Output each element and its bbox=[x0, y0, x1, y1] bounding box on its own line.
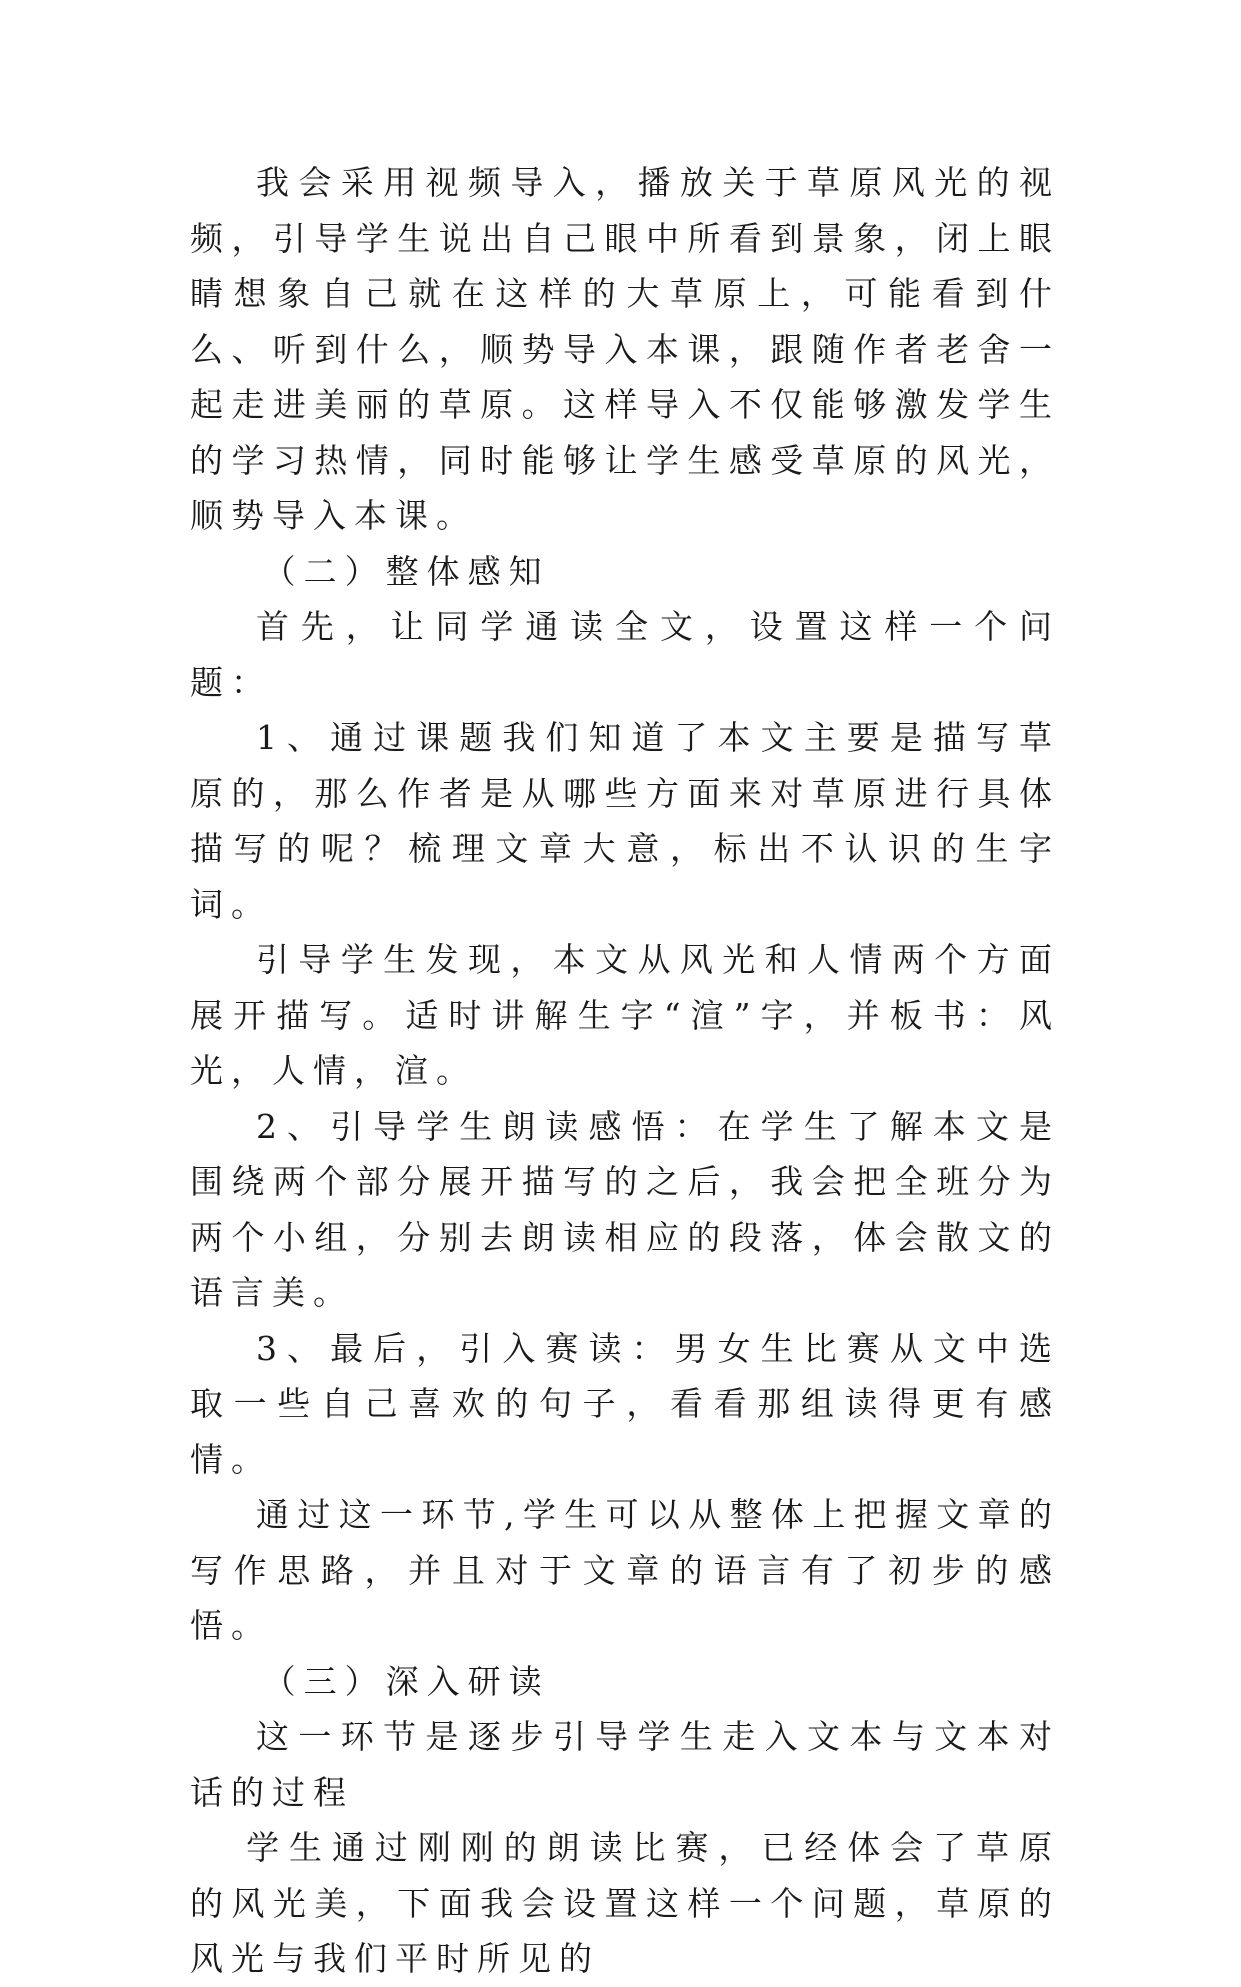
paragraph-question-1: 1、通过课题我们知道了本文主要是描写草原的，那么作者是从哪些方面来对草原进行具体描写的呢？梳理文章大意，标出不认识的生字词。 bbox=[190, 718, 1060, 924]
paragraph-first-read: 首先，让同学通读全文，设置这样一个问题： bbox=[190, 607, 1060, 702]
section-heading-overall-perception: （二）整体感知 bbox=[262, 551, 550, 591]
paragraph-contest-3: 3、最后，引入赛读：男女生比赛从文中选取一些自己喜欢的句子，看看那组读得更有感情。 bbox=[190, 1328, 1060, 1479]
body-text bbox=[190, 155, 1060, 1987]
section-heading-deep-reading: （三）深入研读 bbox=[262, 1661, 550, 1701]
paragraph-dialogue: 这一环节是逐步引导学生走入文本与文本对话的过程 bbox=[190, 1717, 1060, 1812]
paragraph-guide-discovery: 引导学生发现，本文从风光和人情两个方面展开描写。适时讲解生字“渲”字，并板书：风光，人情，渲。 bbox=[190, 940, 1060, 1090]
paragraph-video-intro: 我会采用视频导入，播放关于草原风光的视频，引导学生说出自己眼中所看到景象，闭上眼睛想象自己就在这样的大草原上，可能看到什么、听到什么，顺势导入本课，跟随作者老舍一起走进美丽的草原。这样导入不仅能够激发学生的学习热情，同时能够让学生感受草原的风光，顺势导入本课。 bbox=[190, 163, 1060, 535]
paragraph-scenery-question: 学生通过刚刚的朗读比赛，已经体会了草原的风光美，下面我会设置这样一个问题，草原的风光与我们平时所见的 bbox=[190, 1828, 1060, 1978]
paragraph-summary: 通过这一环节,学生可以从整体上把握文章的写作思路，并且对于文章的语言有了初步的感悟。 bbox=[190, 1495, 1060, 1645]
paragraph-reading-2: 2、引导学生朗读感悟：在学生了解本文是围绕两个部分展开描写的之后，我会把全班分为两个小组，分别去朗读相应的段落，体会散文的语言美。 bbox=[190, 1106, 1060, 1312]
